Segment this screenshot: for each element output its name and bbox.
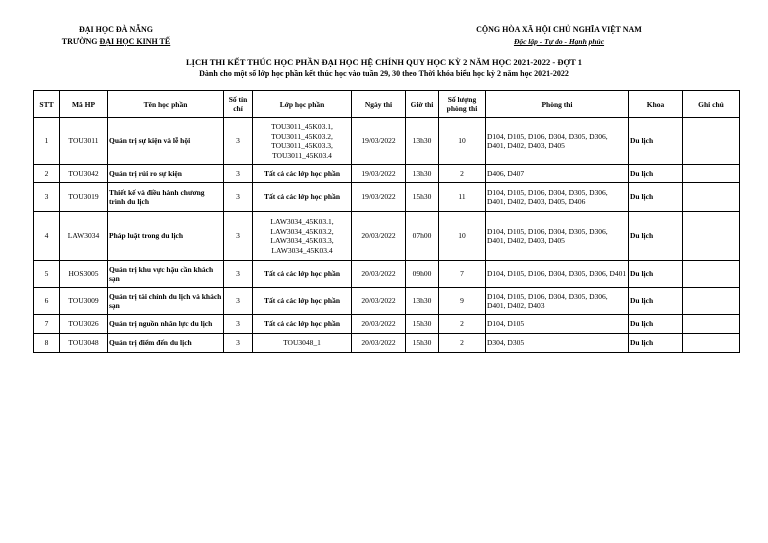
cell-phong-thi: D104, D105, D106, D304, D305, D306, D401, D402, D403 [486, 288, 629, 315]
cell-gio-thi: 13h30 [406, 118, 439, 165]
national-title: CỘNG HÒA XÃ HỘI CHỦ NGHĨA VIỆT NAM [476, 25, 642, 34]
cell-so-tin-chi: 3 [224, 288, 253, 315]
national-header [470, 24, 648, 48]
cell-gio-thi: 15h30 [406, 183, 439, 212]
col-header-gio-thi: Giờ thi [406, 91, 439, 118]
cell-lop-hp: Tất cả các lớp học phần [253, 261, 352, 288]
lop-hp-line: LAW3034_45K03.4 [271, 245, 333, 255]
cell-phong-thi: D304, D305 [486, 334, 629, 353]
cell-so-phong: 2 [439, 334, 486, 353]
cell-ma-hp: TOU3009 [60, 288, 108, 315]
cell-phong-thi: D104, D105, D106, D304, D305, D306, D401, D402, D403, D405, D406 [486, 183, 629, 212]
cell-phong-thi: D406, D407 [486, 165, 629, 183]
school-name-prefix: TRƯỜNG [61, 37, 100, 46]
col-header-stt: STT [34, 91, 60, 118]
cell-ma-hp: TOU3019 [60, 183, 108, 212]
cell-lop-hp: Tất cả các lớp học phần [253, 183, 352, 212]
cell-khoa: Du lịch [629, 183, 683, 212]
cell-so-phong: 2 [439, 165, 486, 183]
lop-hp-line: TOU3011_45K03.3, [271, 141, 333, 150]
cell-gio-thi: 07h00 [406, 212, 439, 261]
col-header-phong-thi: Phòng thi [486, 91, 629, 118]
cell-so-tin-chi: 3 [224, 183, 253, 212]
cell-so-tin-chi: 3 [224, 165, 253, 183]
cell-ten-hp: Pháp luật trong du lịch [108, 212, 224, 261]
cell-stt: 8 [34, 334, 60, 353]
issuer-header [52, 24, 180, 48]
cell-ngay-thi: 20/03/2022 [352, 212, 406, 261]
cell-ten-hp: Quản trị sự kiện và lễ hội [108, 118, 224, 165]
cell-so-phong: 10 [439, 118, 486, 165]
lop-hp-line: LAW3034_45K03.2, [270, 226, 334, 236]
cell-so-tin-chi: 3 [224, 118, 253, 165]
cell-phong-thi: D104, D105, D106, D304, D305, D306, D401 [486, 261, 629, 288]
national-motto: Độc lập - Tự do - Hạnh phúc [513, 37, 605, 46]
cell-ma-hp: TOU3042 [60, 165, 108, 183]
exam-schedule-table [33, 90, 740, 353]
lop-hp-line: TOU3011_45K03.1, [271, 122, 333, 131]
cell-stt: 3 [34, 183, 60, 212]
cell-gio-thi: 13h30 [406, 288, 439, 315]
cell-lop-hp: Tất cả các lớp học phần [253, 315, 352, 334]
col-header-khoa: Khoa [629, 91, 683, 118]
cell-so-tin-chi: 3 [224, 212, 253, 261]
cell-so-tin-chi: 3 [224, 261, 253, 288]
cell-ten-hp: Thiết kế và điều hành chương trình du lịch [108, 183, 224, 212]
col-header-ghi-chu: Ghi chú [683, 91, 740, 118]
cell-stt: 1 [34, 118, 60, 165]
cell-ghi-chu [683, 212, 740, 261]
cell-lop-hp: TOU3048_1 [253, 334, 352, 353]
cell-lop-hp [253, 118, 352, 165]
cell-ngay-thi: 20/03/2022 [352, 261, 406, 288]
cell-stt: 6 [34, 288, 60, 315]
cell-lop-hp: Tất cả các lớp học phần [253, 165, 352, 183]
cell-ngay-thi: 19/03/2022 [352, 183, 406, 212]
cell-stt: 4 [34, 212, 60, 261]
table-row [34, 261, 740, 288]
cell-ghi-chu [683, 165, 740, 183]
cell-ma-hp: TOU3048 [60, 334, 108, 353]
cell-ma-hp: HOS3005 [60, 261, 108, 288]
cell-khoa: Du lịch [629, 334, 683, 353]
cell-stt: 2 [34, 165, 60, 183]
cell-ten-hp: Quản trị tài chính du lịch và khách sạn [108, 288, 224, 315]
cell-so-tin-chi: 3 [224, 315, 253, 334]
cell-so-tin-chi: 3 [224, 334, 253, 353]
cell-ghi-chu [683, 288, 740, 315]
col-header-ma-hp: Mã HP [60, 91, 108, 118]
school-name-underlined: ĐẠI HỌC KINH TẾ [99, 37, 171, 46]
cell-khoa: Du lịch [629, 288, 683, 315]
cell-ngay-thi: 19/03/2022 [352, 118, 406, 165]
lop-hp-line: LAW3034_45K03.1, [270, 217, 334, 226]
cell-ma-hp: TOU3026 [60, 315, 108, 334]
col-header-so-tin-chi: Số tín chỉ [224, 91, 253, 118]
cell-khoa: Du lịch [629, 212, 683, 261]
cell-ten-hp: Quản trị nguồn nhân lực du lịch [108, 315, 224, 334]
document-title: LỊCH THI KẾT THÚC HỌC PHẦN ĐẠI HỌC HỆ CHÍNH QUY HỌC KỲ 2 NĂM HỌC 2021-2022 - ĐỢT 1 [186, 57, 582, 67]
cell-lop-hp [253, 212, 352, 261]
table-row [34, 212, 740, 261]
cell-khoa: Du lịch [629, 261, 683, 288]
table-row [34, 334, 740, 353]
cell-ghi-chu [683, 183, 740, 212]
cell-phong-thi: D104, D105, D106, D304, D305, D306, D401, D402, D403, D405 [486, 118, 629, 165]
cell-lop-hp: Tất cả các lớp học phần [253, 288, 352, 315]
cell-ghi-chu [683, 261, 740, 288]
cell-so-phong: 10 [439, 212, 486, 261]
table-row [34, 118, 740, 165]
cell-khoa: Du lịch [629, 315, 683, 334]
cell-ngay-thi: 19/03/2022 [352, 165, 406, 183]
cell-khoa: Du lịch [629, 118, 683, 165]
cell-gio-thi: 15h30 [406, 334, 439, 353]
cell-gio-thi: 09h00 [406, 261, 439, 288]
cell-stt: 7 [34, 315, 60, 334]
school-name [52, 36, 180, 48]
cell-so-phong: 2 [439, 315, 486, 334]
table-header-row [34, 91, 740, 118]
cell-ten-hp: Quản trị khu vực hậu cần khách sạn [108, 261, 224, 288]
cell-khoa: Du lịch [629, 165, 683, 183]
document-subtitle: Dành cho một số lớp học phần kết thúc học vào tuần 29, 30 theo Thời khóa biểu học kỳ 2 năm học 2021-2022 [199, 69, 569, 78]
col-header-ten-hp: Tên học phần [108, 91, 224, 118]
cell-ghi-chu [683, 118, 740, 165]
cell-ngay-thi: 20/03/2022 [352, 334, 406, 353]
cell-gio-thi: 13h30 [406, 165, 439, 183]
col-header-ngay-thi: Ngày thi [352, 91, 406, 118]
cell-ten-hp: Quản trị điểm đến du lịch [108, 334, 224, 353]
lop-hp-line: LAW3034_45K03.3, [270, 236, 334, 245]
table-row [34, 183, 740, 212]
cell-so-phong: 9 [439, 288, 486, 315]
cell-so-phong: 11 [439, 183, 486, 212]
lop-hp-line: TOU3011_45K03.2, [271, 131, 333, 141]
table-row [34, 165, 740, 183]
cell-ghi-chu [683, 334, 740, 353]
col-header-lop-hp: Lớp học phần [253, 91, 352, 118]
cell-ghi-chu [683, 315, 740, 334]
cell-stt: 5 [34, 261, 60, 288]
table-row [34, 315, 740, 334]
cell-so-phong: 7 [439, 261, 486, 288]
cell-ma-hp: LAW3034 [60, 212, 108, 261]
cell-ngay-thi: 20/03/2022 [352, 315, 406, 334]
cell-ten-hp: Quản trị rủi ro sự kiện [108, 165, 224, 183]
cell-ma-hp: TOU3011 [60, 118, 108, 165]
cell-phong-thi: D104, D105, D106, D304, D305, D306, D401, D402, D403, D405 [486, 212, 629, 261]
col-header-so-luong-phong: Số lượng phòng thi [439, 91, 486, 118]
cell-ngay-thi: 20/03/2022 [352, 288, 406, 315]
cell-phong-thi: D104, D105 [486, 315, 629, 334]
university-name: ĐẠI HỌC ĐÀ NẴNG [79, 25, 153, 34]
cell-gio-thi: 15h30 [406, 315, 439, 334]
table-row [34, 288, 740, 315]
lop-hp-line: TOU3011_45K03.4 [272, 150, 332, 160]
